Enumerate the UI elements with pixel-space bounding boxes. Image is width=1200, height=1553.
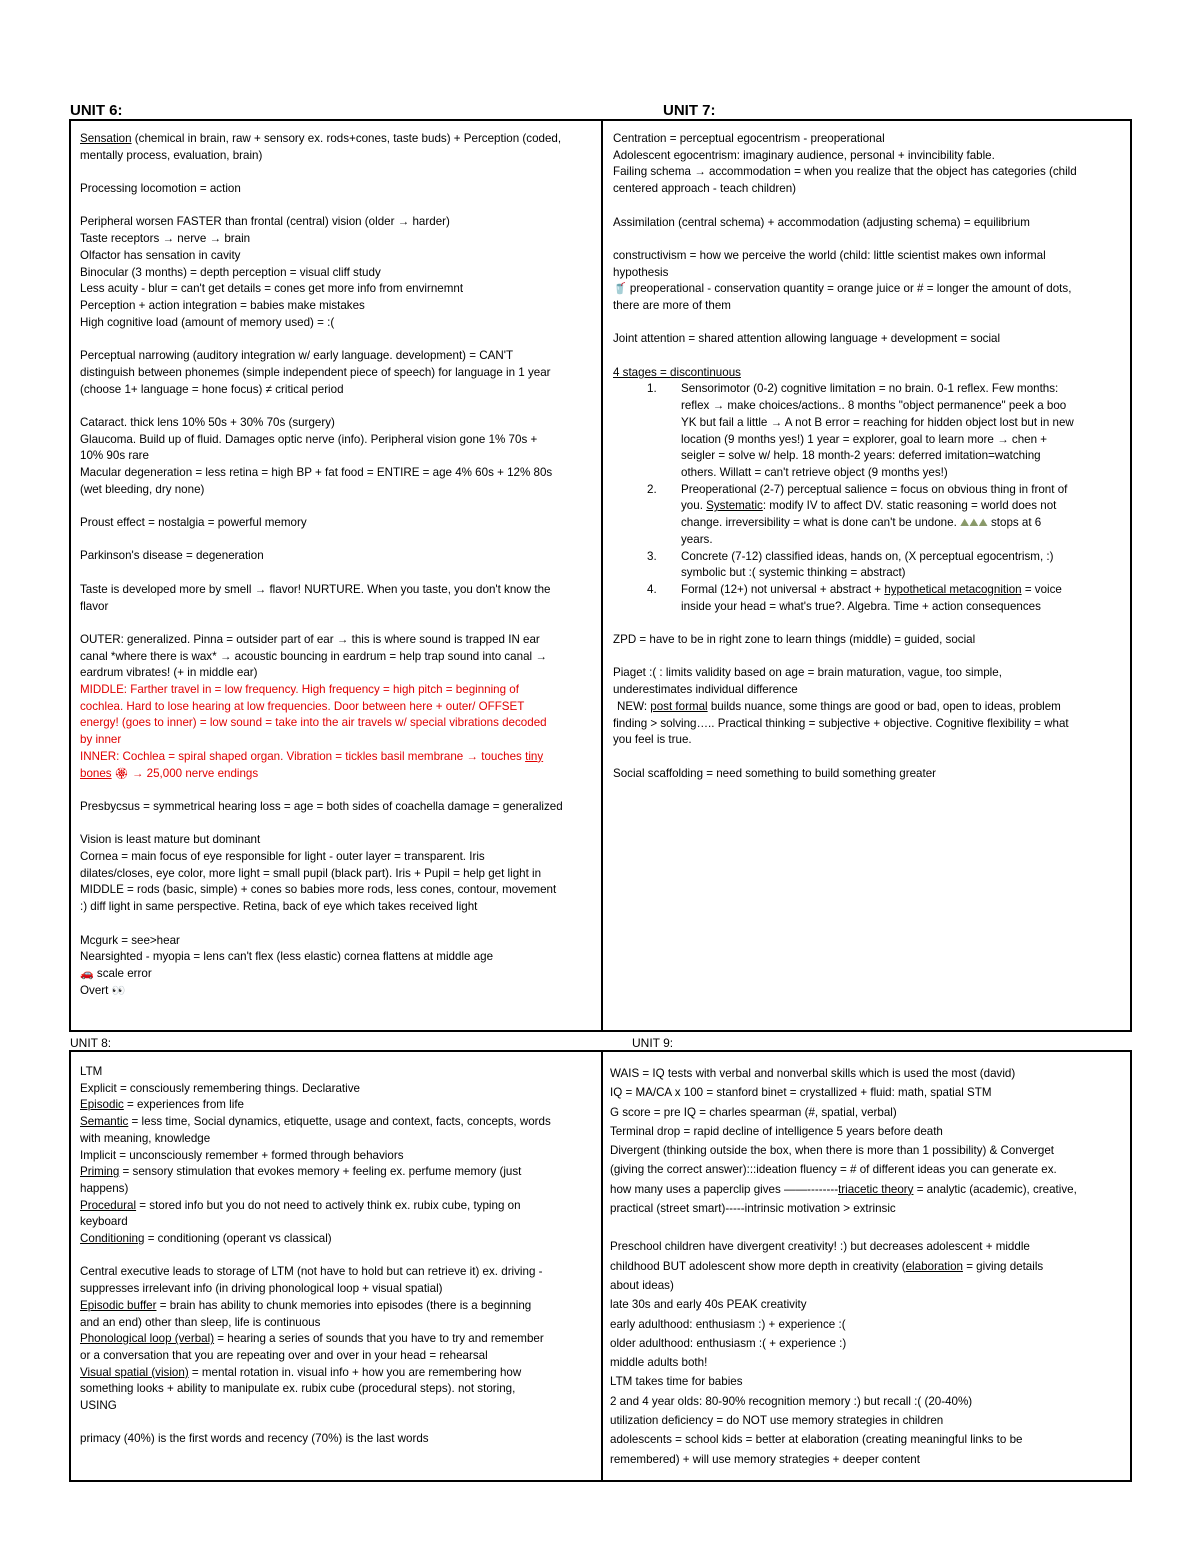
unit6-line: distinguish between phonemes (simple independent piece of speech) for language in 1 year xyxy=(80,365,551,379)
unit8-line: keyboard xyxy=(80,1215,128,1229)
unit9-header: UNIT 9: xyxy=(632,1036,674,1050)
unit6-red-line: cochlea. Hard to lose hearing at low frequencies. Door between here + outer/ OFFSET xyxy=(80,699,525,713)
unit8-line: with meaning, knowledge xyxy=(80,1131,211,1145)
unit7-line: Assimilation (central schema) + accommodation (adjusting schema) = equilibrium xyxy=(613,215,1030,229)
cup-icon: 🥤 xyxy=(613,283,627,296)
unit7-line: Failing schema → accommodation = when you realize that the object has categories (child xyxy=(613,165,1077,179)
unit8-line: Semantic = less time, Social dynamics, etiquette, usage and context, facts, concepts, words xyxy=(80,1115,551,1129)
unit6-red-line: INNER: Cochlea = spiral shaped organ. Vibration = tickles basil membrane → touches tiny xyxy=(80,749,544,763)
unit7-line: hypothesis xyxy=(613,265,669,279)
unit7-line: centered approach - teach children) xyxy=(613,182,797,196)
unit8-line: Episodic buffer = brain has ability to chunk memories into episodes (there is a beginning xyxy=(80,1298,532,1312)
unit6-red-line: energy! (goes to inner) = low sound = take into the air travels w/ special vibrations decoded xyxy=(80,716,547,730)
unit6-line: canal *where there is wax* → acoustic bouncing in eardrum = help trap sound into canal → xyxy=(80,649,547,663)
unit6-line: Presbycsus = symmetrical hearing loss = age = both sides of coachella damage = generalized xyxy=(80,799,563,813)
unit6-line: Glaucoma. Build up of fluid. Damages optic nerve (info). Peripheral vision gone 1% 70s + xyxy=(80,432,538,446)
stage-item: 2. Preoperational (2-7) perceptual salience = focus on obvious thing in front of xyxy=(647,482,1068,496)
unit9-line: Terminal drop = rapid decline of intelligence 5 years before death xyxy=(610,1124,943,1138)
unit6-line: dilates/closes, eye color, more light = small pupil (black part). Iris + Pupil = help get light in xyxy=(80,866,542,880)
unit9-line: LTM takes time for babies xyxy=(610,1375,743,1389)
unit9-line: late 30s and early 40s PEAK creativity xyxy=(610,1298,807,1312)
eyes-icon: 👀 xyxy=(111,984,126,997)
unit6-line: Taste is developed more by smell → flavor! NURTURE. When you taste, you don't know the xyxy=(80,582,551,596)
unit6-line: 🚗 scale error xyxy=(80,966,152,980)
stage-item-line: others. Willatt = can't retrieve object (9 months yes!) xyxy=(681,466,948,479)
stage-item: 1. Sensorimotor (0-2) cognitive limitation = no brain. 0-1 reflex. Few months: xyxy=(647,382,1059,396)
unit8-line: Priming = sensory stimulation that evokes memory + feeling ex. perfume memory (just xyxy=(80,1165,522,1179)
stage-item-line: inside your head = what's true?. Algebra. Time + action consequences xyxy=(681,599,1041,613)
stage-item-line: you. Systematic: modify IV to affect DV. static reasoning = world does not xyxy=(681,499,1057,513)
unit9-line: early adulthood: enthusiasm :) + experience :( xyxy=(610,1317,846,1331)
unit9-line: (giving the correct answer):::ideation fluency = # of different ideas you can generate ex. xyxy=(610,1163,1057,1177)
unit7-notes xyxy=(613,131,1123,782)
stage-item: 4. Formal (12+) not universal + abstract + hypothetical metacognition = voice xyxy=(647,582,1062,596)
unit6-line: Perception + action integration = babies make mistakes xyxy=(80,299,365,312)
unit9-line: WAIS = IQ tests with verbal and nonverbal skills which is used the most (david) xyxy=(610,1067,1016,1080)
unit6-line: Proust effect = nostalgia = powerful memory xyxy=(80,516,307,530)
car-icon: 🚗 xyxy=(80,967,94,980)
unit6-line: Overt 👀 xyxy=(80,983,126,997)
unit7-line: constructivism = how we perceive the world (child: little scientist makes own informal xyxy=(613,248,1046,262)
unit6-line: Sensation (chemical in brain, raw + sensory ex. rods+cones, taste buds) + Perception (coded, xyxy=(80,132,562,145)
unit7-header: UNIT 7: xyxy=(663,102,716,119)
unit6-line: (choose 1+ language = hone focus) ≠ critical period xyxy=(80,382,344,396)
unit9-line: Divergent (thinking outside the box, when there is more than 1 possibility) & Converget xyxy=(610,1144,1055,1158)
stage-item-line: years. xyxy=(681,532,713,546)
unit6-line: High cognitive load (amount of memory used) = :( xyxy=(80,315,335,329)
unit8-line: Implicit = unconsciously remember + formed through behaviors xyxy=(80,1148,404,1162)
stage-item: 3. Concrete (7-12) classified ideas, hands on, (X perceptual egocentrism, :) xyxy=(647,549,1054,563)
unit6-header: UNIT 6: xyxy=(70,102,123,119)
unit9-line: how many uses a paperclip gives ——--------triacetic theory = analytic (academic), creative, xyxy=(610,1182,1077,1196)
unit7-line: Centration = perceptual egocentrism - preoperational xyxy=(613,132,885,145)
unit7-line: 🥤 preoperational - conservation quantity = orange juice or # = longer the amount of dots, xyxy=(613,282,1072,296)
unit7-line: Piaget :( : limits validity based on age = brain maturation, vague, too simple, xyxy=(613,666,1002,680)
unit6-line: 10% 90s rare xyxy=(80,449,149,463)
unit9-line: middle adults both! xyxy=(610,1356,708,1370)
unit8-line: Episodic = experiences from life xyxy=(80,1098,245,1112)
unit7-line: ZPD = have to be in right zone to learn things (middle) = guided, social xyxy=(613,633,976,647)
unit9-line: G score = pre IQ = charles spearman (#, spatial, verbal) xyxy=(610,1105,897,1119)
unit6-line: Less acuity - blur = can't get details = cones get more info from envirnemnt xyxy=(80,282,464,296)
unit6-line: flavor xyxy=(80,599,109,613)
unit9-line: remembered) + will use memory strategies + deeper content xyxy=(610,1452,920,1466)
unit7-line: Adolescent egocentrism: imaginary audience, personal + invincibility fable. xyxy=(613,148,995,162)
unit8-line: Conditioning = conditioning (operant vs classical) xyxy=(80,1232,332,1246)
unit9-line: Preschool children have divergent creativity! :) but decreases adolescent + middle xyxy=(610,1240,1030,1254)
unit8-line: and an end) other than sleep, life is continuous xyxy=(80,1315,321,1329)
unit9-line: practical (street smart)-----intrinsic motivation > extrinsic xyxy=(610,1202,896,1216)
unit6-line: Mcgurk = see>hear xyxy=(80,933,180,947)
unit6-line: Processing locomotion = action xyxy=(80,182,241,196)
unit6-line: :) diff light in same perspective. Retina, back of eye which takes received light xyxy=(80,900,478,914)
unit8-line: suppresses irrelevant info (in driving phonological loop + visual spatial) xyxy=(80,1282,443,1296)
unit6-line: Peripheral worsen FASTER than frontal (central) vision (older → harder) xyxy=(80,215,450,229)
stage-item-line: symbolic but :( systemic thinking = abstract) xyxy=(681,566,906,580)
unit7-line: Joint attention = shared attention allowing language + development = social xyxy=(613,332,1001,346)
flower-icon: 🏵 xyxy=(111,767,129,780)
unit6-line: Perceptual narrowing (auditory integration w/ early language. development) = CAN'T xyxy=(80,349,514,363)
unit8-line: happens) xyxy=(80,1181,129,1195)
unit8-line: Explicit = consciously remembering things. Declarative xyxy=(80,1081,360,1095)
stages-heading: 4 stages = discontinuous xyxy=(613,365,741,379)
unit8-line: Central executive leads to storage of LTM (not have to hold but can retrieve it) ex. driving - xyxy=(80,1265,543,1279)
unit8-line: USING xyxy=(80,1399,117,1413)
stage-item-line: reflex → make choices/actions.. 8 months "object permanence" peek a boo xyxy=(681,399,1067,413)
unit8-line: something looks + ability to manipulate ex. rubix cube (procedural steps). not storing, xyxy=(80,1382,516,1396)
unit7-line: NEW: post formal builds nuance, some things are good or bad, open to ideas, problem xyxy=(617,699,1061,713)
unit8-line: or a conversation that you are repeating over and over in your head = rehearsal xyxy=(80,1348,488,1362)
mountain-icon: ⛰⛰⛰ xyxy=(960,517,988,530)
unit9-line: older adulthood: enthusiasm :( + experience :) xyxy=(610,1336,847,1350)
stage-item-line: change. irreversibility = what is done can't be undone. ⛰⛰⛰ stops at 6 xyxy=(681,516,1042,530)
unit6-line: OUTER: generalized. Pinna = outsider part of ear → this is where sound is trapped IN ear xyxy=(80,632,540,646)
unit7-line: Social scaffolding = need something to build something greater xyxy=(613,766,937,780)
unit9-line: utilization deficiency = do NOT use memory strategies in children xyxy=(610,1414,944,1428)
unit8-notes xyxy=(80,1064,598,1448)
unit6-line: mentally process, evaluation, brain) xyxy=(80,148,263,162)
unit7-line: finding > solving….. Practical thinking = subjective + objective. Cognitive flexibility = what xyxy=(613,716,1069,730)
unit6-line: Vision is least mature but dominant xyxy=(80,833,261,847)
unit6-line: Cataract. thick lens 10% 50s + 30% 70s (surgery) xyxy=(80,415,335,429)
unit8-line: Procedural = stored info but you do not need to actively think ex. rubix cube, typing on xyxy=(80,1198,521,1212)
unit7-line: underestimates individual difference xyxy=(613,683,798,697)
unit9-line: adolescents = school kids = better at elaboration (creating meaningful links to be xyxy=(610,1433,1023,1447)
unit6-line: Parkinson's disease = degeneration xyxy=(80,549,264,563)
unit7-line: you feel is true. xyxy=(613,733,692,747)
unit6-red-line: by inner xyxy=(80,733,122,747)
unit6-line: Cornea = main focus of eye responsible for light - outer layer = transparent. Iris xyxy=(80,850,485,864)
unit6-red-line: bones 🏵 → 25,000 nerve endings xyxy=(80,766,259,780)
unit7-line: there are more of them xyxy=(613,299,731,312)
unit9-notes xyxy=(610,1064,1125,1469)
unit6-line: Binocular (3 months) = depth perception = visual cliff study xyxy=(80,265,381,279)
sensation-term: Sensation xyxy=(80,132,132,145)
unit8-line: Visual spatial (vision) = mental rotation in. visual info + how you are remembering how xyxy=(80,1365,522,1379)
unit9-line: IQ = MA/CA x 100 = stanford binet = crystallized + fluid: math, spatial STM xyxy=(610,1086,992,1100)
unit6-line: Nearsighted - myopia = lens can't flex (less elastic) cornea flattens at middle age xyxy=(80,950,494,964)
unit9-line: about ideas) xyxy=(610,1278,674,1292)
unit6-line: (wet bleeding, dry none) xyxy=(80,482,205,496)
unit6-line: eardrum vibrates! (+ in middle ear) xyxy=(80,666,258,680)
unit6-notes xyxy=(80,131,598,999)
unit6-line: Olfactor has sensation in cavity xyxy=(80,248,241,262)
unit6-red-line: MIDDLE: Farther travel in = low frequency. High frequency = high pitch = beginning of xyxy=(80,683,519,697)
unit9-line: 2 and 4 year olds: 80-90% recognition memory :) but recall :( (20-40%) xyxy=(610,1394,973,1408)
unit9-line: childhood BUT adolescent show more depth in creativity (elaboration = giving details xyxy=(610,1259,1044,1273)
stage-item-line: location (9 months yes!) 1 year = explorer, goal to learn more → chen + xyxy=(681,432,1048,446)
bottom-table-divider xyxy=(601,1050,603,1482)
unit6-line: MIDDLE = rods (basic, simple) + cones so babies more rods, less cones, contour, movement xyxy=(80,883,557,897)
stage-item-line: YK but fail a little → A not B error = reaching for hidden object lost but in new xyxy=(681,415,1074,429)
top-table-divider xyxy=(601,119,603,1032)
unit8-header: UNIT 8: xyxy=(70,1036,112,1050)
unit8-line: LTM xyxy=(80,1065,103,1078)
unit6-line: Macular degeneration = less retina = high BP + fat food = ENTIRE = age 4% 60s + 12% 80s xyxy=(80,466,553,479)
unit8-line: Phonological loop (verbal) = hearing a series of sounds that you have to try and remember xyxy=(80,1332,544,1346)
unit6-line: Taste receptors → nerve → brain xyxy=(80,232,251,246)
unit8-line: primacy (40%) is the first words and recency (70%) is the last words xyxy=(80,1432,429,1446)
stage-item-line: seigler = solve w/ help. 18 month-2 years: deferred imitation=watching xyxy=(681,449,1041,463)
